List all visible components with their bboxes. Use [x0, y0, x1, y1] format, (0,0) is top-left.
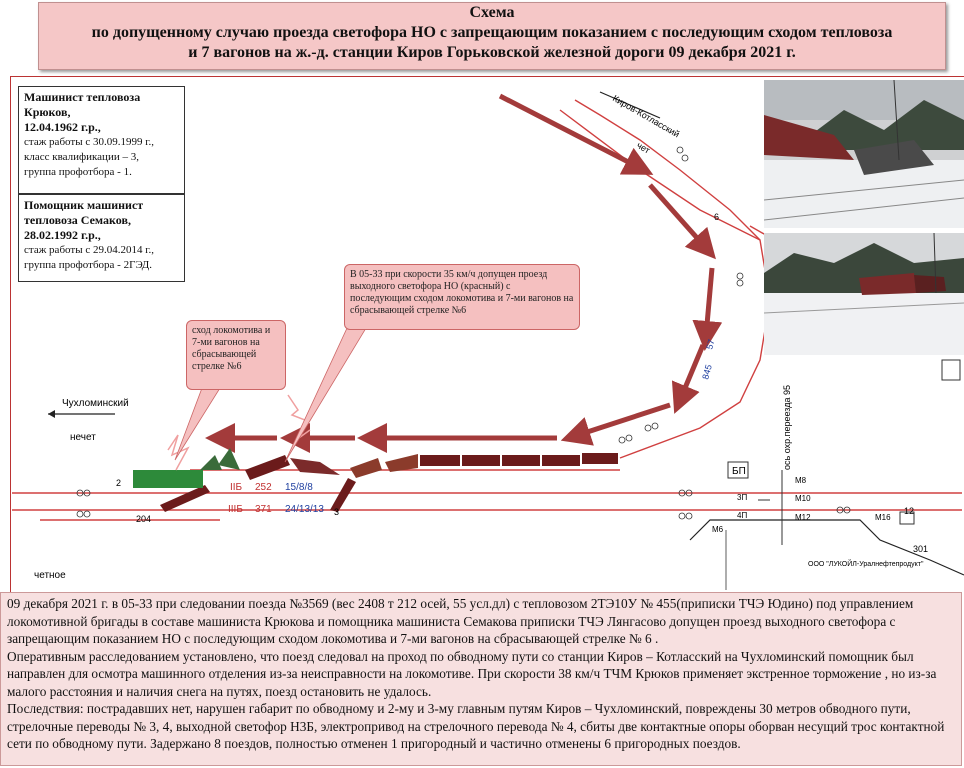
track-3b-label: IIIБ [228, 504, 243, 515]
chukhloma-odd-label: нечет [70, 432, 96, 443]
description-paragraph-2: Оперативным расследованием установлено, что поезд следовал на проход по обводному пути со станции Киров – Котласский на Чухломинский помощник был направлен для осмотра машинного отделения из-за неисправности на локомотиве. При скорости 38 км/ч ТЧМ Крюков применяет экстренное торможение , но из-за малого расстояния и наличия снега на путях, поезд остановить не удалось. [7, 648, 937, 699]
m8-label: M8 [795, 476, 807, 485]
derailment-photo-2 [764, 233, 964, 355]
even-bottom-label: четное [34, 570, 66, 581]
main-incident-callout: В 05-33 при скорости 35 км/ч допущен проезд выходного светофора НО (красный) с последующим сходом локомотива и 7-ми вагонов на сбрасывающей стрелке №6 [344, 264, 580, 330]
n371-label: 371 [255, 504, 272, 515]
n57-label: 57 [704, 338, 717, 351]
header-line-2: по допущенному случаю проезда светофора НО с запрещающим показанием с последующим сходом тепловоза [91, 24, 893, 41]
arrow-2 [650, 185, 706, 248]
n204-label: 204 [136, 514, 152, 524]
train-wagons [133, 448, 618, 512]
bp-label: БП [732, 466, 746, 477]
driver-line-2: Крюков, [24, 105, 71, 119]
m16-label: M16 [875, 513, 891, 522]
incident-description [0, 592, 962, 766]
driver-line-1: Машинист тепловоза [24, 90, 141, 104]
chukhloma-direction-label: Чухломинский [62, 398, 129, 409]
arrow-3 [706, 268, 712, 336]
lukoil-label: ООО "ЛУКОЙЛ-Уралнефтепродукт" [808, 561, 924, 568]
n12-label: 12 [904, 506, 915, 516]
n15-8-8-label: 15/8/8 [285, 482, 313, 493]
derailment-callout: сход локомотива и 7-ми вагонов на сбрасывающей стрелке №6 [186, 320, 286, 390]
header-line-3: и 7 вагонов на ж.-д. станции Киров Горьковской железной дороги 09 декабря 2021 г. [188, 44, 796, 61]
derailment-photo-1 [764, 80, 964, 228]
kirov-even-label: чет [635, 140, 652, 156]
m12-label: M12 [795, 513, 811, 522]
description-paragraph-3: Последствия: пострадавших нет, нарушен габарит по обводному и 2-му и 3-му главным путям Киров – Чухломинский, повреждены 30 метров обводного пути, стрелочные переводы № 3, 4, выходной светофор Н3Б, электропривод на стрелочного перевода № 4, сбиты две контактные опоры оборван несущий трос контактной сети по обводному пути. Задержано 8 поездов, полностью отменен 1 пригородный и частично отменены 6 пригородных поездов. [7, 701, 945, 751]
assistant-line-1: Помощник машинист [24, 198, 144, 212]
header-line-1: Схема [469, 4, 515, 21]
n3-signal-label: 3П [737, 493, 748, 502]
arrow-4 [680, 345, 703, 400]
m10-label: M10 [795, 494, 811, 503]
assistant-line-4: стаж работы с 29.04.2014 г., [24, 244, 154, 256]
assistant-line-2: тепловоза Семаков, [24, 213, 131, 227]
n252-label: 252 [255, 482, 272, 493]
assistant-info-box [18, 194, 185, 282]
driver-line-5: класс квалификации – 3, [24, 151, 139, 163]
n301-label: 301 [913, 544, 929, 554]
driver-line-4: стаж работы с 30.09.1999 г., [24, 136, 154, 148]
crossing-label: ось охр.переезда 95 [782, 385, 792, 470]
n6-label: 6 [714, 212, 720, 222]
description-paragraph-1: 09 декабря 2021 г. в 05-33 при следовании поезда №3569 (вес 2408 т 212 осей, 55 усл.дл) с тепловозом 2ТЭ10У № 455(приписки ТЧЭ Юдино) под управлением локомотивной бригады в составе машиниста Крюкова и помощника машиниста Семакова приписки ТЧЭ Лянгасово допущен проезд выходного светофора с запрещающим показанием НО с последующим сходом локомотива и 7-ми вагонов на сбрасывающей стрелке № 6 . [7, 596, 914, 646]
kirov-direction-label: Киров-Котласский [611, 93, 682, 140]
assistant-line-5: группа профотбора - 2ГЭД. [24, 259, 153, 271]
n4-signal-label: 4П [737, 511, 748, 520]
driver-info-box [18, 86, 185, 194]
assistant-line-3: 28.02.1992 г.р., [24, 228, 101, 242]
driver-line-6: группа профотбора - 1. [24, 166, 132, 178]
n2-label: 2 [116, 478, 122, 488]
driver-line-3: 12.04.1962 г.р., [24, 120, 101, 134]
m6-label: M6 [712, 525, 724, 534]
n845-label: 845 [700, 363, 714, 381]
arrow-5 [575, 405, 670, 436]
n3-label: 3 [334, 507, 340, 517]
n24-13-13-label: 24/13/13 [285, 504, 324, 515]
arrow-1 [500, 96, 640, 168]
track-2b-label: IIБ [230, 482, 243, 493]
